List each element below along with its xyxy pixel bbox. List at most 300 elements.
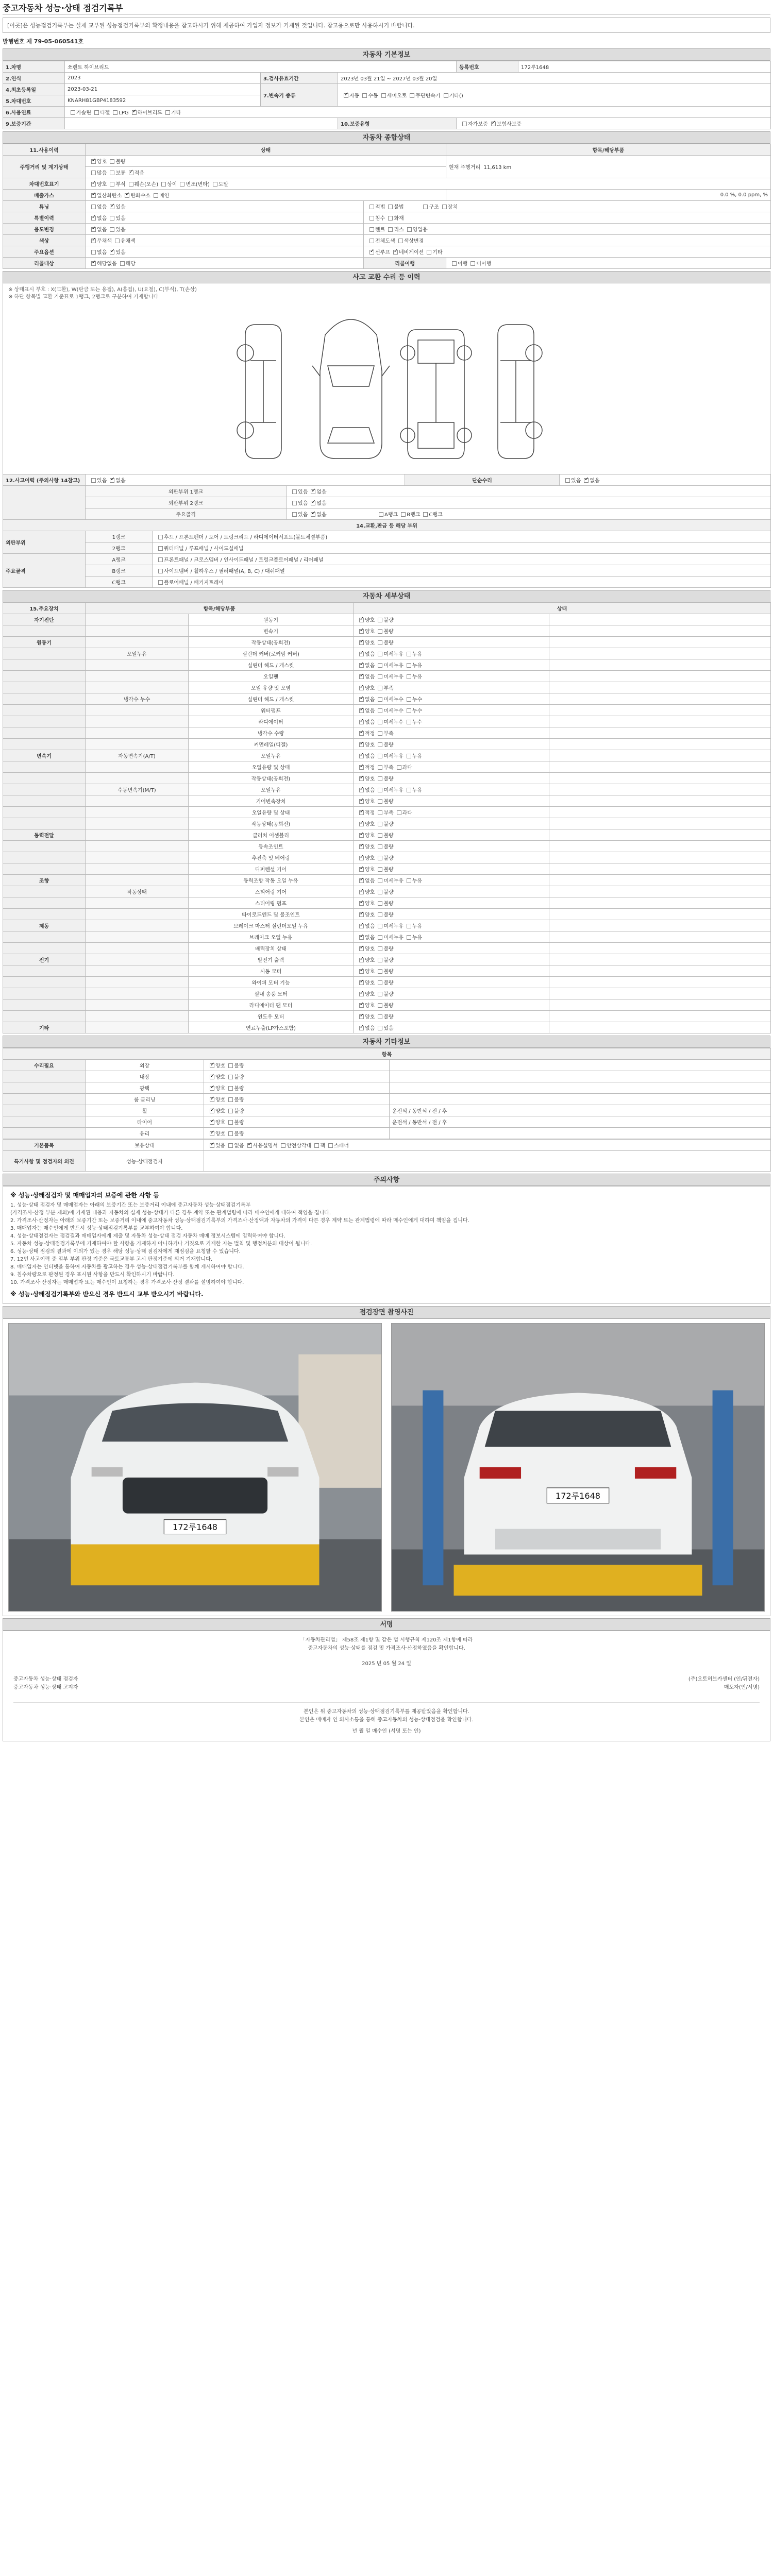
- detail-row: [3, 999, 771, 1011]
- opt: 양호: [365, 618, 375, 623]
- checkbox: [158, 557, 163, 562]
- col-header: 항목: [3, 1048, 771, 1060]
- group-label: [3, 727, 86, 739]
- note: [549, 659, 771, 671]
- opt: 있음: [571, 478, 581, 484]
- label: 등록번호: [457, 61, 518, 73]
- opt: 없음: [365, 652, 375, 657]
- opt: 화재: [394, 216, 404, 222]
- note: [549, 897, 771, 909]
- sub-label: [86, 977, 189, 988]
- opt: 불량: [383, 618, 394, 623]
- sub-label: [86, 988, 189, 999]
- checkbox: [344, 93, 348, 98]
- label: 4.최초등록일: [3, 84, 65, 95]
- opt: 불량: [383, 856, 394, 861]
- sub-label: 오일누유: [86, 648, 189, 659]
- state: [354, 875, 549, 886]
- opt: 있음: [215, 1143, 226, 1149]
- checkbox: [442, 205, 447, 209]
- opt: 있음: [298, 501, 308, 506]
- state: [354, 807, 549, 818]
- checkbox: [407, 878, 411, 883]
- checkbox: [132, 110, 137, 115]
- caution-line: 10. 가격조사·산정자는 매매업자 또는 매수인이 요청하는 경우 가격조사·산정 결과를 설명하여야 합니다.: [10, 1280, 244, 1285]
- car-top-icon: [312, 319, 390, 459]
- opt: 렌트: [375, 227, 385, 233]
- note: [549, 829, 771, 841]
- note: [549, 943, 771, 954]
- group-label: 원동기: [3, 637, 86, 648]
- opt: 불량: [115, 159, 126, 165]
- checkbox: [154, 193, 158, 198]
- row: [86, 190, 446, 201]
- notifier-label: 중고자동차 성능·상태 고지자: [13, 1685, 78, 1690]
- checkbox: [378, 708, 382, 713]
- group-label: [3, 852, 86, 863]
- detail-row: [3, 1022, 771, 1033]
- sub-label: [86, 705, 189, 716]
- item-label: 윈도우 모터: [189, 1011, 354, 1022]
- opt: 있음: [115, 205, 126, 210]
- row: [560, 474, 771, 486]
- legend-line: ※ 상태표시 부호 : X(교환), W(판금 또는 용접), A(흠집), U(요철), C(부식), T(손상): [8, 287, 197, 293]
- label: 12.사고이력 (주의사항 14참고): [3, 474, 86, 486]
- opt: 자가보증: [468, 122, 488, 127]
- checkbox: [378, 992, 382, 996]
- note: [549, 965, 771, 977]
- group-label: [3, 1116, 86, 1128]
- detail-row: [3, 852, 771, 863]
- state: [354, 841, 549, 852]
- opt: 적정: [365, 731, 375, 737]
- checkbox: [378, 935, 382, 940]
- state: [354, 818, 549, 829]
- checkbox: [359, 697, 364, 702]
- checkbox: [129, 171, 133, 175]
- other-row: [3, 1116, 771, 1128]
- cautions-lines: [10, 1201, 763, 1286]
- label: [3, 486, 86, 520]
- item-label: 작동상태(공회전): [189, 773, 354, 784]
- note: [549, 637, 771, 648]
- checkbox: [369, 205, 374, 209]
- detail: [390, 1082, 771, 1094]
- state: [354, 863, 549, 875]
- opt: 없음: [365, 878, 375, 884]
- checkbox: [407, 652, 411, 656]
- opt: 없음: [365, 754, 375, 759]
- checkbox: [110, 478, 114, 483]
- opt: 없음: [316, 489, 327, 495]
- label: 5.차대번호: [3, 95, 65, 107]
- opt: 불법: [394, 205, 404, 210]
- detail: [390, 1060, 771, 1071]
- opt: 불량: [234, 1075, 244, 1080]
- checkbox: [362, 93, 367, 98]
- checkbox: [378, 844, 382, 849]
- group-label: [3, 897, 86, 909]
- opt: 양호: [97, 182, 107, 188]
- opt: 없음: [365, 708, 375, 714]
- detail-row: [3, 784, 771, 795]
- detail-row: [3, 671, 771, 682]
- opt: 있음: [115, 227, 126, 233]
- opt: 전체도색: [375, 239, 395, 244]
- page-title: 중고자동차 성능·상태 점검기록부: [3, 2, 770, 14]
- checkbox: [359, 844, 364, 849]
- state: [354, 977, 549, 988]
- checkbox: [393, 250, 398, 255]
- checkbox: [378, 946, 382, 951]
- group-label: [3, 795, 86, 807]
- opt: 불량: [383, 640, 394, 646]
- checkbox: [91, 261, 96, 266]
- opt: 리스: [394, 227, 404, 233]
- opt: 부족: [383, 765, 394, 771]
- section-photos: 점검장면 촬영사진: [3, 1306, 770, 1318]
- checkbox: [407, 708, 411, 713]
- state: [354, 637, 549, 648]
- state: [354, 682, 549, 693]
- detail-row: [3, 841, 771, 852]
- other-row: [3, 1060, 771, 1071]
- section-overall: 자동차 종합상태: [3, 131, 770, 144]
- sub-label: [86, 818, 189, 829]
- value: 2023-03-21: [65, 84, 261, 95]
- sub-label: [86, 897, 189, 909]
- note: [549, 988, 771, 999]
- opt: 없음: [97, 250, 107, 256]
- checkbox: [359, 856, 364, 860]
- basic-info-table: [3, 61, 771, 129]
- note: [549, 841, 771, 852]
- label: 보유상태: [86, 1140, 204, 1151]
- opt: 미이행: [476, 261, 492, 267]
- opt: 무단변속기: [415, 93, 441, 99]
- checkbox: [359, 640, 364, 645]
- opt: 양호: [365, 912, 375, 918]
- opt: 불량: [383, 776, 394, 782]
- item-label: 타이어: [86, 1116, 204, 1128]
- notifier-value: 매도자(인/서명): [724, 1685, 760, 1690]
- opt: 불량: [383, 867, 394, 873]
- opt: 과다: [402, 810, 412, 816]
- label: 현재 주행거리: [449, 165, 481, 171]
- checkbox: [378, 1014, 382, 1019]
- inspector-label: 중고자동차 성능·상태 점검자: [13, 1676, 78, 1682]
- checkbox: [359, 980, 364, 985]
- checkbox: [311, 501, 315, 505]
- state: [354, 931, 549, 943]
- opt: 훼손(오손): [134, 182, 159, 188]
- col-header: 15.주요장치: [3, 603, 86, 614]
- rear-car-image: [392, 1324, 764, 1611]
- state: [354, 693, 549, 705]
- opt: 누유: [412, 924, 423, 929]
- parts: [153, 531, 771, 543]
- sub-label: [86, 739, 189, 750]
- opt: 양호: [365, 946, 375, 952]
- parts: [153, 554, 771, 565]
- note: [549, 954, 771, 965]
- caution-line: 2. 가격조사·산정자는 아래의 보증기간 또는 보증거리 이내에 중고자동차 성능·상태점검기록부의 가격조사·산정액과 자동차의 가격이 다른 경우 계약 또는 관계법령에 따라 매수인에게 대하여 책임을 집니다.: [10, 1218, 469, 1224]
- other-table: [3, 1048, 771, 1139]
- detail-row: [3, 614, 771, 625]
- row: [86, 201, 364, 212]
- other-row: [3, 1082, 771, 1094]
- checkbox: [125, 193, 129, 198]
- checkbox: [378, 663, 382, 668]
- sub-label: [86, 807, 189, 818]
- checkbox: [397, 765, 401, 770]
- group-label: [3, 1071, 86, 1082]
- label: 6.사용연료: [3, 107, 65, 118]
- checkbox: [311, 489, 315, 494]
- section-basic-info: 자동차 기본정보: [3, 48, 770, 61]
- detail: 운전석 / 동반석 / 전 / 후: [390, 1105, 771, 1116]
- note: [549, 875, 771, 886]
- opt: 불량: [383, 969, 394, 975]
- checkbox: [378, 980, 382, 985]
- state: [204, 1071, 390, 1082]
- sign-text: 「자동차관리법」 제58조 제1항 및 같은 법 시행규칙 제120조 제1항에 따라: [300, 1637, 473, 1643]
- section-cautions: 주의사항: [3, 1174, 770, 1186]
- checkbox: [71, 110, 75, 115]
- label: 색상: [3, 235, 86, 246]
- state: [204, 1128, 390, 1139]
- checkbox: [378, 810, 382, 815]
- group-label: [3, 648, 86, 659]
- opt: 양호: [365, 629, 375, 635]
- checkbox: [210, 1086, 214, 1091]
- item-label: 발전기 출력: [189, 954, 354, 965]
- opt: 유채색: [120, 239, 136, 244]
- sub-label: [86, 637, 189, 648]
- checkbox: [378, 697, 382, 702]
- parts-list: 플로어패널 / 패키지트레이: [164, 580, 224, 586]
- detail-row: [3, 829, 771, 841]
- note: [549, 886, 771, 897]
- opt: 없음: [365, 697, 375, 703]
- state: [354, 648, 549, 659]
- checkbox: [91, 205, 96, 209]
- group-label: 자기진단: [3, 614, 86, 625]
- group-label: [3, 659, 86, 671]
- state: [354, 886, 549, 897]
- checkbox: [165, 110, 170, 115]
- photo-row: [3, 1318, 770, 1616]
- opt: 구조: [429, 205, 439, 210]
- checkbox: [359, 969, 364, 974]
- sign-text: 본인은 매매자 인 의사소통을 통해 중고자동차의 성능·상태점검을 확인합니다.: [299, 1717, 474, 1723]
- state: [354, 943, 549, 954]
- item-label: 오일팬: [189, 671, 354, 682]
- other-row: [3, 1128, 771, 1139]
- checkbox: [113, 110, 117, 115]
- checkbox: [210, 1097, 214, 1102]
- checkbox: [94, 110, 99, 115]
- checkbox: [379, 512, 383, 517]
- detail-row: [3, 795, 771, 807]
- note: [549, 750, 771, 761]
- label: 차대번호표기: [3, 178, 86, 190]
- state: [354, 784, 549, 795]
- opt: 적정: [365, 810, 375, 816]
- opt: 있음: [115, 250, 126, 256]
- checkbox: [378, 754, 382, 758]
- sub-label: [86, 614, 189, 625]
- checkbox: [423, 512, 428, 517]
- opt: 상이: [167, 182, 177, 188]
- checkbox: [359, 1026, 364, 1030]
- label: 3.검사유효기간: [261, 73, 338, 84]
- opt: 양호: [365, 867, 375, 873]
- opt: 불량: [383, 946, 394, 952]
- checkbox: [210, 1131, 214, 1136]
- state: [354, 773, 549, 784]
- inspector-value: (주)오토허브카센터 (인/뒤전자): [688, 1676, 760, 1682]
- item-label: 외장: [86, 1060, 204, 1071]
- opt: 양호: [365, 686, 375, 691]
- checkbox: [359, 1014, 364, 1019]
- detail-row: [3, 920, 771, 931]
- opt: 네비게이션: [398, 250, 424, 256]
- opt: 누유: [412, 788, 423, 793]
- opt: 없음: [97, 216, 107, 222]
- opt: 없음: [365, 674, 375, 680]
- checkbox: [314, 1143, 319, 1148]
- opt: 없음: [365, 788, 375, 793]
- opt: 불량: [383, 629, 394, 635]
- opt: 불량: [383, 912, 394, 918]
- checkbox: [378, 776, 382, 781]
- note: [549, 795, 771, 807]
- item-label: 원동기: [189, 614, 354, 625]
- state: [354, 897, 549, 909]
- detail-table: [3, 602, 771, 1033]
- checkbox: [359, 765, 364, 770]
- col-header: 항목/해당부품: [86, 603, 354, 614]
- checkbox: [120, 261, 125, 266]
- checkbox: [91, 239, 96, 243]
- mileage-value: 11,613 km: [483, 165, 512, 171]
- checkbox: [213, 182, 217, 187]
- caution-line: 3. 매매업자는 매수인에게 반드시 성능·상태점검기록부를 교부하여야 합니다.: [10, 1226, 183, 1231]
- section-sign: 서명: [3, 1618, 770, 1631]
- state: [204, 1094, 390, 1105]
- group-label: 기타: [3, 1022, 86, 1033]
- checkbox: [359, 1003, 364, 1008]
- note: [549, 977, 771, 988]
- note: [549, 1022, 771, 1033]
- other-row: [3, 1094, 771, 1105]
- row: [204, 1140, 771, 1151]
- checkbox: [359, 742, 364, 747]
- parts-list: 프론트패널 / 크로스멤버 / 인사이드패널 / 트렁크플로어패널 / 리어패널: [164, 557, 324, 563]
- checkbox: [369, 227, 374, 232]
- row: [86, 258, 364, 269]
- opt: 미세누유: [383, 878, 404, 884]
- opt: 영업용: [412, 227, 428, 233]
- col-header: 상태: [354, 603, 771, 614]
- checkbox: [378, 1026, 382, 1030]
- opt: 누유: [412, 674, 423, 680]
- note: [549, 705, 771, 716]
- checkbox: [292, 512, 297, 517]
- checkbox: [359, 629, 364, 634]
- opt: A랭크: [384, 512, 398, 518]
- checkbox: [91, 250, 96, 255]
- detail-row: [3, 659, 771, 671]
- checkbox: [359, 924, 364, 928]
- checkbox: [228, 1131, 233, 1136]
- checkbox: [359, 663, 364, 668]
- opt: 기타(): [449, 93, 463, 99]
- item-label: 실린더 커버(로커암 커버): [189, 648, 354, 659]
- opt: 없음: [115, 478, 126, 484]
- label: B랭크: [86, 565, 153, 577]
- checkbox: [359, 686, 364, 690]
- note: [549, 739, 771, 750]
- opt: 누수: [412, 720, 423, 725]
- col-header: 항목/해당부품: [446, 144, 771, 156]
- group-label: [3, 716, 86, 727]
- checkbox: [388, 227, 393, 232]
- opt: 양호: [215, 1097, 226, 1103]
- caution-line: (가격조사·산정 부분 제외)에 기재된 내용과 자동차의 실제 성능·상태가 다른 경우 계약 또는 관계법령에 따라 매수인에게 대하여 책임을 집니다.: [10, 1210, 331, 1216]
- opt: 불량: [383, 844, 394, 850]
- checkbox: [228, 1086, 233, 1091]
- opt: 양호: [365, 742, 375, 748]
- opt: 부족: [383, 686, 394, 691]
- checkbox: [180, 182, 184, 187]
- warranty: [457, 118, 771, 129]
- label: 특기사항 및 점검자의 의견: [3, 1151, 86, 1172]
- opt: C랭크: [429, 512, 443, 518]
- checkbox: [91, 216, 96, 221]
- checkbox: [397, 810, 401, 815]
- checkbox: [378, 901, 382, 906]
- detail-row: [3, 988, 771, 999]
- opt: 미세누수: [383, 720, 404, 725]
- detail: [390, 1128, 771, 1139]
- checkbox: [359, 720, 364, 724]
- state: [354, 965, 549, 977]
- state: [354, 999, 549, 1011]
- opt: 양호: [215, 1086, 226, 1092]
- value: KNARH81GBP4183592: [65, 95, 261, 107]
- checkbox: [158, 580, 163, 585]
- checkbox: [228, 1109, 233, 1113]
- detail-row: [3, 773, 771, 784]
- label: 외판부위: [3, 531, 86, 554]
- item-label: 배력장치 상태: [189, 943, 354, 954]
- opt: 이행: [458, 261, 468, 267]
- item-label: 브레이크 오일 누유: [189, 931, 354, 943]
- checkbox: [378, 742, 382, 747]
- checkbox: [359, 708, 364, 713]
- mileage: [446, 156, 771, 178]
- opt: 누유: [412, 878, 423, 884]
- sub-label: 수동변속기(M/T): [86, 784, 189, 795]
- row: [364, 212, 771, 224]
- opt: 없음: [365, 935, 375, 941]
- opt: 양호: [365, 776, 375, 782]
- checkbox: [378, 652, 382, 656]
- note: [549, 1011, 771, 1022]
- value: 172루1648: [518, 61, 771, 73]
